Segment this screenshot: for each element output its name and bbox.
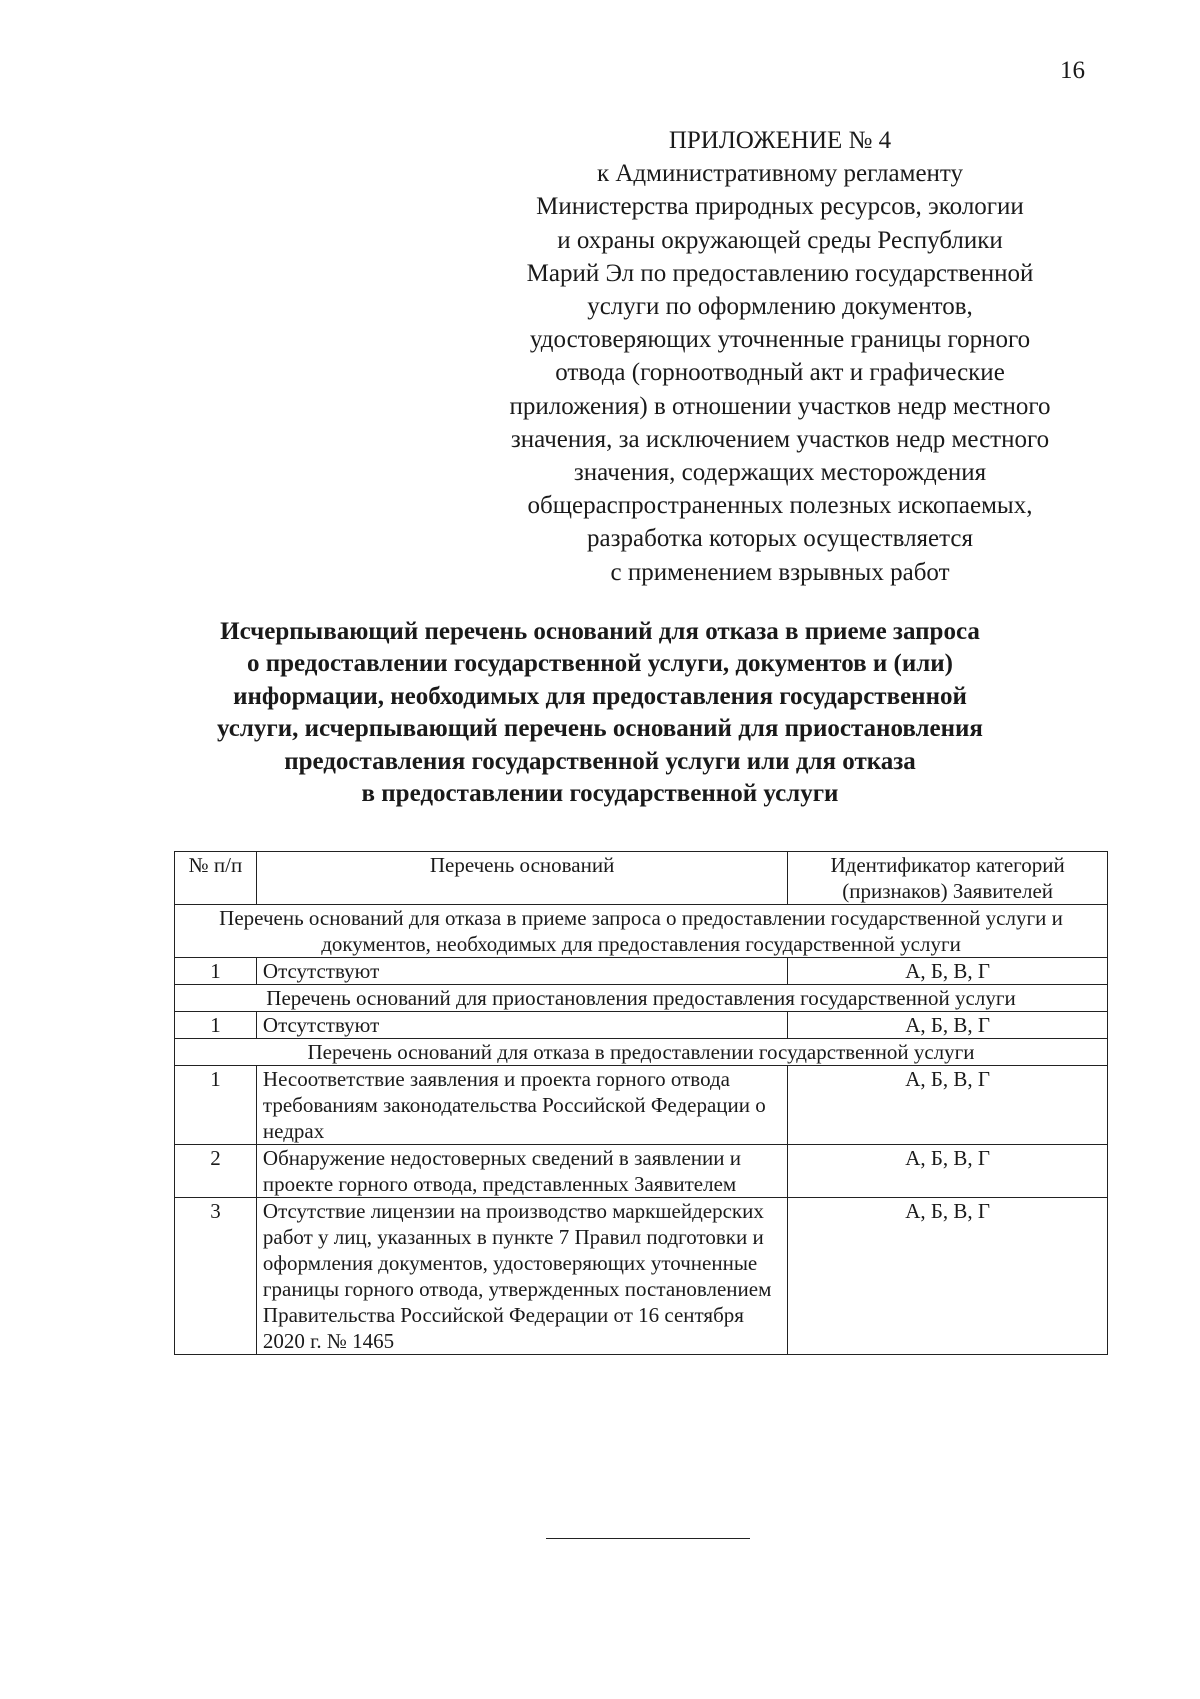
section-heading: Перечень оснований для приостановления предоставления государственной услуги [175,985,1108,1012]
title-line: о предоставлении государственной услуги, документов и (или) [246,650,954,678]
header-num: № п/п [175,852,257,905]
appendix-line: общераспространенных полезных ископаемых, [527,492,1033,520]
row-ground: Отсутствуют [256,1012,787,1039]
page-number: 16 [1060,57,1085,84]
row-num: 2 [175,1145,257,1198]
appendix-line: Марий Эл по предоставлению государственной [526,259,1034,287]
table-row [175,1066,1108,1145]
row-num: 1 [175,1012,257,1039]
appendix-line: значения, содержащих месторождения [573,459,987,487]
section-heading-row [175,905,1108,958]
row-category: А, Б, В, Г [788,1066,1108,1145]
table-row [175,1012,1108,1039]
title-line: информации, необходимых для предоставления государственной [233,682,967,710]
row-category: А, Б, В, Г [788,1145,1108,1198]
row-ground: Обнаружение недостоверных сведений в заявлении и проекте горного отвода, представленных Заявителем [256,1145,787,1198]
section-heading-row [175,985,1108,1012]
row-category: А, Б, В, Г [788,1198,1108,1355]
closing-divider [546,1538,750,1539]
grounds-table [174,851,1108,1355]
row-ground: Несоответствие заявления и проекта горного отвода требованиям законодательства Российской Федерации о недрах [256,1066,787,1145]
appendix-line: отвода (горноотводный акт и графические [555,359,1005,387]
table-header-row [175,852,1108,905]
row-num: 3 [175,1198,257,1355]
appendix-line: разработка которых осуществляется [587,525,973,553]
title-line: услуги, исчерпывающий перечень оснований для приостановления [217,715,983,743]
header-category: Идентификатор категорий (признаков) Заявителей [788,852,1108,905]
row-category: А, Б, В, Г [788,1012,1108,1039]
header-grounds: Перечень оснований [256,852,787,905]
appendix-line: приложения) в отношении участков недр местного [509,392,1051,420]
row-num: 1 [175,1066,257,1145]
row-ground: Отсутствуют [256,958,787,985]
appendix-line: Министерства природных ресурсов, экологии [536,193,1024,221]
section-heading-row [175,1039,1108,1066]
appendix-line: с применением взрывных работ [610,558,950,586]
document-title [100,616,1100,810]
table-row [175,1145,1108,1198]
appendix-line: удостоверяющих уточненные границы горного [529,326,1031,354]
section-heading: Перечень оснований для отказа в приеме запроса о предоставлении государственной услуги и документов, необходимых для предоставления государственной услуги [175,905,1108,958]
appendix-line: ПРИЛОЖЕНИЕ № 4 [668,127,892,154]
section-heading: Перечень оснований для отказа в предоставлении государственной услуги [175,1039,1108,1066]
title-line: Исчерпывающий перечень оснований для отказа в приеме запроса [220,618,980,645]
appendix-block [470,124,1090,589]
title-line: в предоставлении государственной услуги [361,780,839,808]
row-ground: Отсутствие лицензии на производство маркшейдерских работ у лиц, указанных в пункте 7 Правил подготовки и оформления документов, удостоверяющих уточненные границы горного отвода, утвержденных постановлением Правительства Российской Федерации от 16 сентября 2020 г. № 1465 [256,1198,787,1355]
row-num: 1 [175,958,257,985]
table-row [175,958,1108,985]
appendix-line: услуги по оформлению документов, [587,293,973,321]
title-line: предоставления государственной услуги или для отказа [284,747,916,775]
appendix-line: и охраны окружающей среды Республики [557,226,1003,254]
appendix-line: к Административному регламенту [596,160,964,188]
appendix-line: значения, за исключением участков недр местного [510,425,1050,453]
table-row [175,1198,1108,1355]
row-category: А, Б, В, Г [788,958,1108,985]
